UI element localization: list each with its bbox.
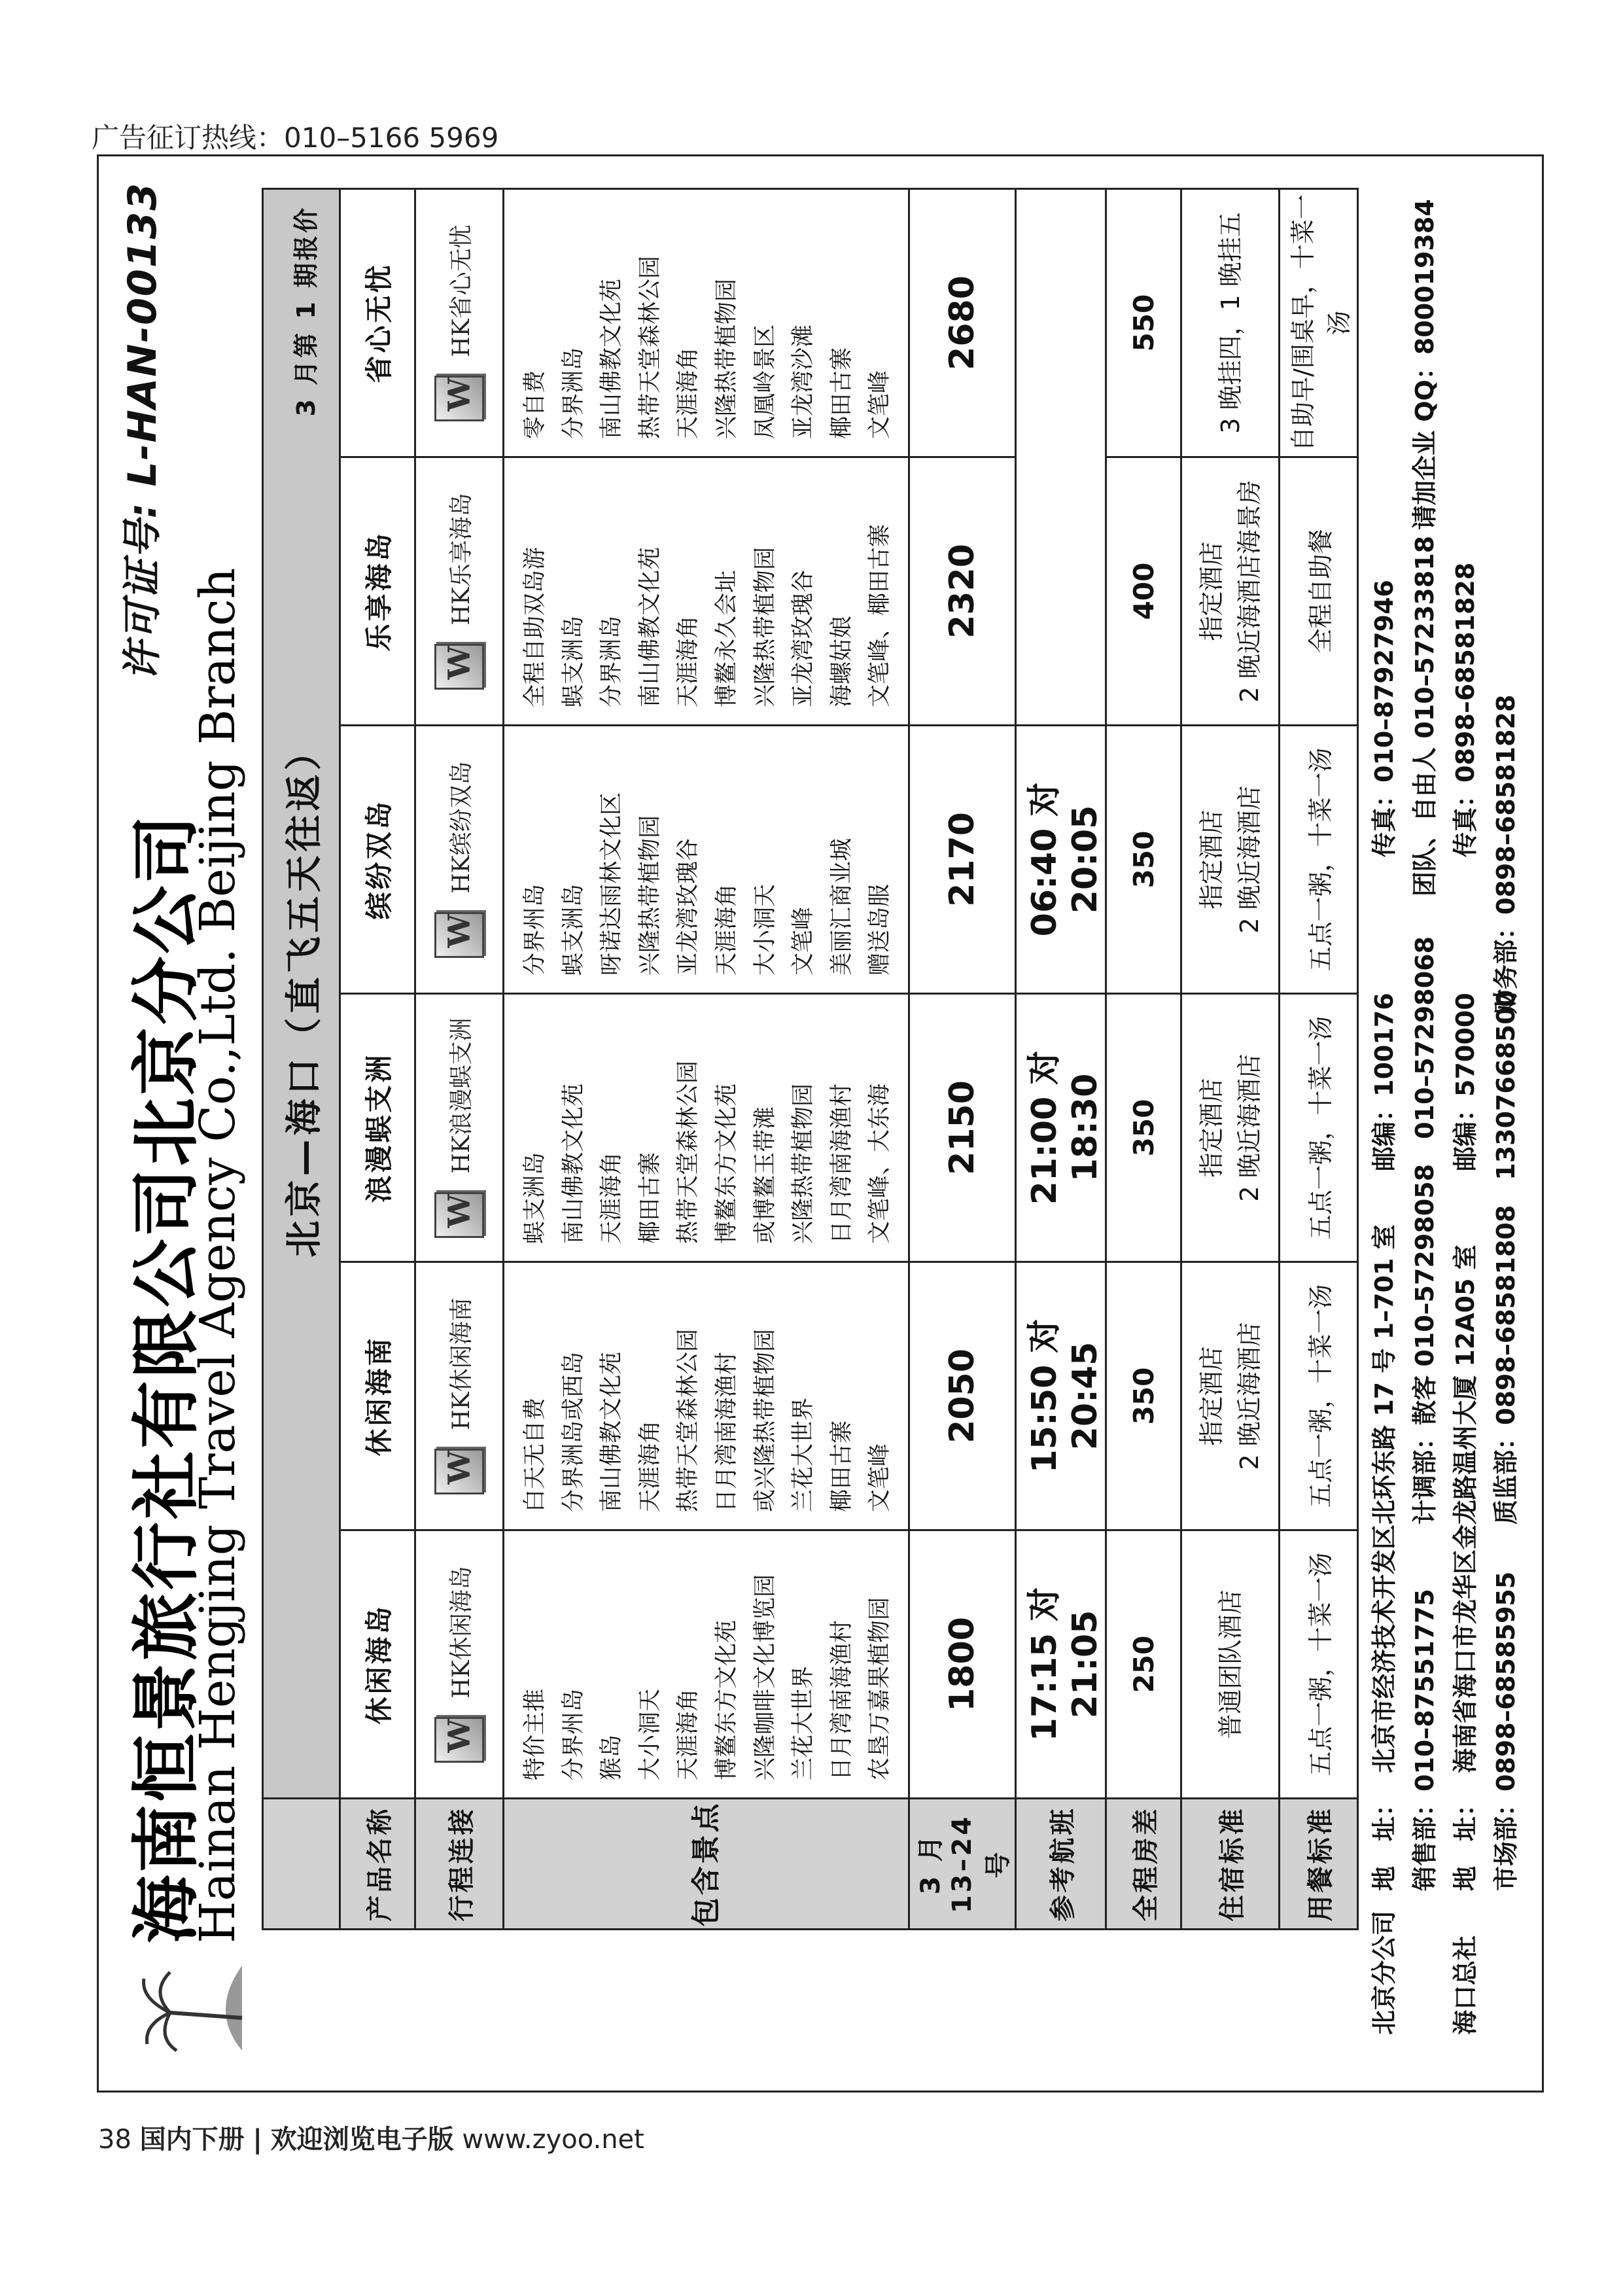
beijing-zip: 邮编：100176 bbox=[1370, 993, 1399, 1171]
flight-time: 21:00 对 18:30 bbox=[1016, 994, 1106, 1262]
price: 2150 bbox=[909, 994, 1016, 1262]
corner-cell bbox=[263, 1799, 340, 1930]
spots-list bbox=[504, 726, 909, 994]
label-dates: 3 月 13–24 号 bbox=[909, 1799, 1016, 1930]
list-item: 兴隆咖啡文化博览园 bbox=[752, 1574, 778, 1780]
list-item: 白天无自费 bbox=[522, 1397, 548, 1512]
label-spots: 包含景点 bbox=[504, 1799, 909, 1930]
list-item: 兰花大世界 bbox=[790, 1397, 817, 1512]
ad-hotline: 广告征订热线：010–5166 5969 bbox=[92, 122, 499, 154]
list-item: 蜈支洲岛 bbox=[560, 615, 587, 707]
list-item: 2 晚近海酒店 bbox=[1234, 1053, 1264, 1202]
list-item: 亚龙湾玫瑰谷 bbox=[790, 569, 817, 707]
flight-time: 15:50 对 20:45 bbox=[1016, 1262, 1106, 1530]
list-item: 全程自助双岛游 bbox=[522, 546, 548, 707]
document-icon bbox=[434, 912, 484, 958]
list-item: 分界洲岛或西岛 bbox=[560, 1351, 587, 1512]
list-item: 分界洲岛 bbox=[560, 347, 587, 439]
list-item: 分界州岛 bbox=[560, 1688, 587, 1780]
itinerary-doc-label: HK缤纷双岛 bbox=[447, 761, 475, 894]
single-supplement: 350 bbox=[1106, 994, 1181, 1262]
itinerary-link[interactable] bbox=[415, 188, 504, 457]
itinerary-doc-label: HK省心无忧 bbox=[447, 224, 475, 357]
enterprise-qq: 请加企业 QQ：800019384 bbox=[1410, 199, 1439, 530]
list-item: 天涯海角 bbox=[599, 1152, 625, 1244]
list-item: 天涯海角 bbox=[675, 1688, 702, 1780]
document-icon bbox=[434, 1717, 484, 1763]
license-number: 许可证号: L-HAN-00133 bbox=[120, 182, 166, 681]
list-item: 3 晚挂四，1 晚挂五 bbox=[1215, 212, 1245, 434]
price-table bbox=[262, 188, 1359, 1930]
list-item: 博鳌东方文化苑 bbox=[713, 1083, 740, 1244]
route-banner bbox=[263, 188, 340, 1798]
market-dept: 市场部：0898–68585955 bbox=[1492, 1571, 1520, 1891]
address-label: 地 址： bbox=[1451, 1791, 1480, 1891]
company-logo bbox=[111, 1959, 255, 2064]
beijing-branch-label: 北京分公司 bbox=[1370, 1910, 1399, 2035]
route-title: 北京—海口（直飞五天往返） bbox=[283, 730, 326, 1258]
list-item: 南山佛教文化苑 bbox=[599, 278, 625, 439]
list-item: 南山佛教文化苑 bbox=[637, 546, 663, 707]
list-item: 椰田古寨 bbox=[828, 1420, 855, 1512]
list-item: 指定酒店 bbox=[1196, 809, 1226, 910]
address-label: 地 址： bbox=[1370, 1791, 1399, 1891]
website-link[interactable]: www.zyoo.net bbox=[462, 2125, 644, 2155]
planning-dept: 计调部：散客 010–57298058 010–57298068 bbox=[1410, 936, 1439, 1525]
list-item: 亚龙湾玫瑰谷 bbox=[675, 838, 702, 976]
list-item: 椰田古寨 bbox=[828, 347, 855, 439]
hotel-standard bbox=[1181, 994, 1280, 1262]
list-item: 天涯海角 bbox=[637, 1420, 663, 1512]
list-item: 蜈支洲岛 bbox=[560, 883, 587, 976]
list-item: 天涯海角 bbox=[713, 883, 740, 976]
browse-text: 欢迎浏览电子版 bbox=[270, 2125, 454, 2155]
list-item: 文笔峰 bbox=[867, 370, 894, 439]
page-footer bbox=[98, 2119, 644, 2156]
label-itinerary: 行程连接 bbox=[415, 1799, 504, 1930]
price: 2680 bbox=[909, 188, 1016, 457]
price: 2170 bbox=[909, 726, 1016, 994]
list-item: 普通团队酒店 bbox=[1215, 1589, 1245, 1739]
list-item: 或博鳌玉带滩 bbox=[752, 1106, 778, 1244]
list-item: 2 晚近海酒店海景房 bbox=[1234, 480, 1264, 703]
itinerary-doc-label: HK乐享海岛 bbox=[447, 493, 475, 626]
list-item: 南山佛教文化苑 bbox=[560, 1083, 587, 1244]
list-item: 指定酒店 bbox=[1196, 1078, 1226, 1178]
list-item: 凤凰岭景区 bbox=[752, 324, 778, 439]
flight-time: 06:40 对 20:05 bbox=[1016, 726, 1106, 994]
meal-standard: 五点一粥，十菜一汤 bbox=[1280, 1262, 1358, 1530]
list-item: 日月湾南海渔村 bbox=[828, 1083, 855, 1244]
list-item: 特价主推 bbox=[522, 1688, 548, 1780]
period-label: 3 月第 1 期报价 bbox=[292, 205, 321, 417]
meal-standard: 五点一粥，十菜一汤 bbox=[1280, 726, 1358, 994]
meal-standard: 自助早/围桌早，十菜一汤 bbox=[1280, 188, 1358, 457]
list-item: 指定酒店 bbox=[1196, 1346, 1226, 1446]
label-hotel: 住宿标准 bbox=[1181, 1799, 1280, 1930]
meal-standard: 全程自助餐 bbox=[1280, 457, 1358, 726]
list-item: 天涯海角 bbox=[675, 347, 702, 439]
list-item: 热带天堂森林公园 bbox=[675, 1060, 702, 1244]
product-name: 乐享海岛 bbox=[340, 457, 415, 726]
list-item: 大小洞天 bbox=[637, 1688, 663, 1780]
list-item: 热带天堂森林公园 bbox=[637, 255, 663, 439]
list-item: 日月湾南海渔村 bbox=[713, 1351, 740, 1512]
list-item: 大小洞天 bbox=[752, 883, 778, 976]
price: 2050 bbox=[909, 1262, 1016, 1530]
list-item: 美丽汇商业城 bbox=[828, 838, 855, 976]
spots-list bbox=[504, 1262, 909, 1530]
beijing-fax: 传真：010–87927946 bbox=[1370, 580, 1399, 857]
price: 1800 bbox=[909, 1530, 1016, 1799]
single-supplement: 550 bbox=[1106, 188, 1181, 457]
section-name: 国内下册 bbox=[139, 2125, 245, 2155]
page-number: 38 bbox=[98, 2125, 131, 2155]
list-item: 兰花大世界 bbox=[790, 1665, 817, 1780]
label-single-supplement: 全程房差 bbox=[1106, 1799, 1181, 1930]
label-product: 产品名称 bbox=[340, 1799, 415, 1930]
list-item: 文笔峰、大东海 bbox=[867, 1083, 894, 1244]
list-item: 南山佛教文化苑 bbox=[599, 1351, 625, 1512]
product-name: 缤纷双岛 bbox=[340, 726, 415, 994]
hotel-standard bbox=[1181, 1530, 1280, 1799]
document-icon bbox=[434, 644, 484, 690]
document-icon bbox=[434, 1449, 484, 1494]
list-item: 分界洲岛 bbox=[599, 615, 625, 707]
meal-standard: 五点一粥，十菜一汤 bbox=[1280, 1530, 1358, 1799]
list-item: 亚龙湾沙滩 bbox=[790, 324, 817, 439]
footer-separator: | bbox=[253, 2125, 262, 2155]
list-item: 分界州岛 bbox=[522, 883, 548, 976]
list-item: 文笔峰 bbox=[867, 1443, 894, 1512]
flight-time-empty bbox=[1016, 188, 1106, 725]
spots-list bbox=[504, 188, 909, 457]
hotel-standard bbox=[1181, 726, 1280, 994]
single-supplement: 250 bbox=[1106, 1530, 1181, 1799]
sales-dept: 销售部：010–87551775 bbox=[1410, 1589, 1439, 1891]
beijing-address: 北京市经济技术开发区北环东路 17 号 1–701 室 bbox=[1370, 1224, 1399, 1773]
list-item: 蜈支洲岛 bbox=[522, 1152, 548, 1244]
haikou-hq-label: 海口总社 bbox=[1451, 1935, 1480, 2035]
haikou-fax: 传真：0898–68581828 bbox=[1451, 562, 1480, 857]
itinerary-link[interactable] bbox=[415, 994, 504, 1262]
flight-time: 17:15 对 21:05 bbox=[1016, 1530, 1106, 1799]
list-item: 文笔峰、椰田古寨 bbox=[867, 523, 894, 707]
product-name: 休闲海岛 bbox=[340, 1530, 415, 1799]
company-name-en: Hainan Hengjing Travel Agency Co.,Ltd. Beijing Branch bbox=[190, 567, 246, 1943]
list-item: 博鳌永久会址 bbox=[713, 569, 740, 707]
rotated-advertisement bbox=[98, 156, 1539, 2087]
label-meal: 用餐标准 bbox=[1280, 1799, 1358, 1930]
product-name: 休闲海南 bbox=[340, 1262, 415, 1530]
list-item: 猴岛 bbox=[599, 1734, 625, 1780]
single-supplement: 350 bbox=[1106, 726, 1181, 994]
itinerary-link[interactable] bbox=[415, 457, 504, 726]
document-icon bbox=[434, 1192, 484, 1238]
spots-list bbox=[504, 457, 909, 726]
list-item: 指定酒店 bbox=[1196, 541, 1226, 641]
spots-list bbox=[504, 1530, 909, 1799]
haikou-address: 海南省海口市龙华区金龙路温州大厦 12A05 室 bbox=[1451, 1245, 1480, 1773]
haikou-zip: 邮编：570000 bbox=[1451, 993, 1480, 1171]
hotel-standard bbox=[1181, 188, 1280, 457]
itinerary-link[interactable] bbox=[415, 726, 504, 994]
itinerary-doc-label: HK休闲海南 bbox=[447, 1298, 475, 1430]
itinerary-doc-label: HK浪漫蜈支洲 bbox=[447, 1017, 475, 1174]
product-name: 省心无忧 bbox=[340, 188, 415, 457]
list-item: 兴隆热带植物园 bbox=[637, 815, 663, 976]
single-supplement: 400 bbox=[1106, 457, 1181, 726]
hotel-standard bbox=[1181, 457, 1280, 726]
list-item: 农垦万嘉果植物园 bbox=[867, 1597, 894, 1780]
hotel-standard bbox=[1181, 1262, 1280, 1530]
list-item: 海螺姑娘 bbox=[828, 615, 855, 707]
list-item: 2 晚近海酒店 bbox=[1234, 785, 1264, 934]
list-item: 博鳌东方文化苑 bbox=[713, 1619, 740, 1780]
meal-standard: 五点一粥，十菜一汤 bbox=[1280, 994, 1358, 1262]
list-item: 天涯海角 bbox=[675, 615, 702, 707]
list-item: 日月湾南海渔村 bbox=[828, 1619, 855, 1780]
price: 2320 bbox=[909, 457, 1016, 726]
list-item: 兴隆热带植物园 bbox=[752, 546, 778, 707]
contact-info bbox=[1364, 190, 1526, 2035]
document-icon bbox=[434, 376, 484, 421]
itinerary-link[interactable] bbox=[415, 1262, 504, 1530]
itinerary-doc-label: HK休闲海岛 bbox=[447, 1566, 475, 1699]
list-item: 椰田古寨 bbox=[637, 1152, 663, 1244]
product-name: 浪漫蜈支洲 bbox=[340, 994, 415, 1262]
palm-tree-icon bbox=[111, 1959, 255, 2064]
group-contact: 团队、自由人 010–57233818 bbox=[1410, 535, 1439, 896]
spots-list bbox=[504, 994, 909, 1262]
label-flight: 参考航班 bbox=[1016, 1799, 1106, 1930]
single-supplement: 350 bbox=[1106, 1262, 1181, 1530]
quality-dept: 质监部：0898–68581808 13307668500 bbox=[1492, 989, 1520, 1525]
list-item: 热带天堂森林公园 bbox=[675, 1328, 702, 1512]
company-name-cn: 海南恒景旅行社有限公司北京分公司 bbox=[126, 812, 206, 1943]
itinerary-link[interactable] bbox=[415, 1530, 504, 1799]
list-item: 兴隆热带植物园 bbox=[713, 278, 740, 439]
list-item: 或兴隆热带植物园 bbox=[752, 1328, 778, 1512]
list-item: 呀诺达雨林文化区 bbox=[599, 792, 625, 976]
list-item: 2 晚近海酒店 bbox=[1234, 1322, 1264, 1470]
list-item: 兴隆热带植物园 bbox=[790, 1083, 817, 1244]
list-item: 赠送岛服 bbox=[867, 883, 894, 976]
finance-dept: 财务部：0898–68581828 bbox=[1492, 694, 1520, 1014]
list-item: 零自费 bbox=[522, 370, 548, 439]
list-item: 文笔峰 bbox=[790, 906, 817, 976]
